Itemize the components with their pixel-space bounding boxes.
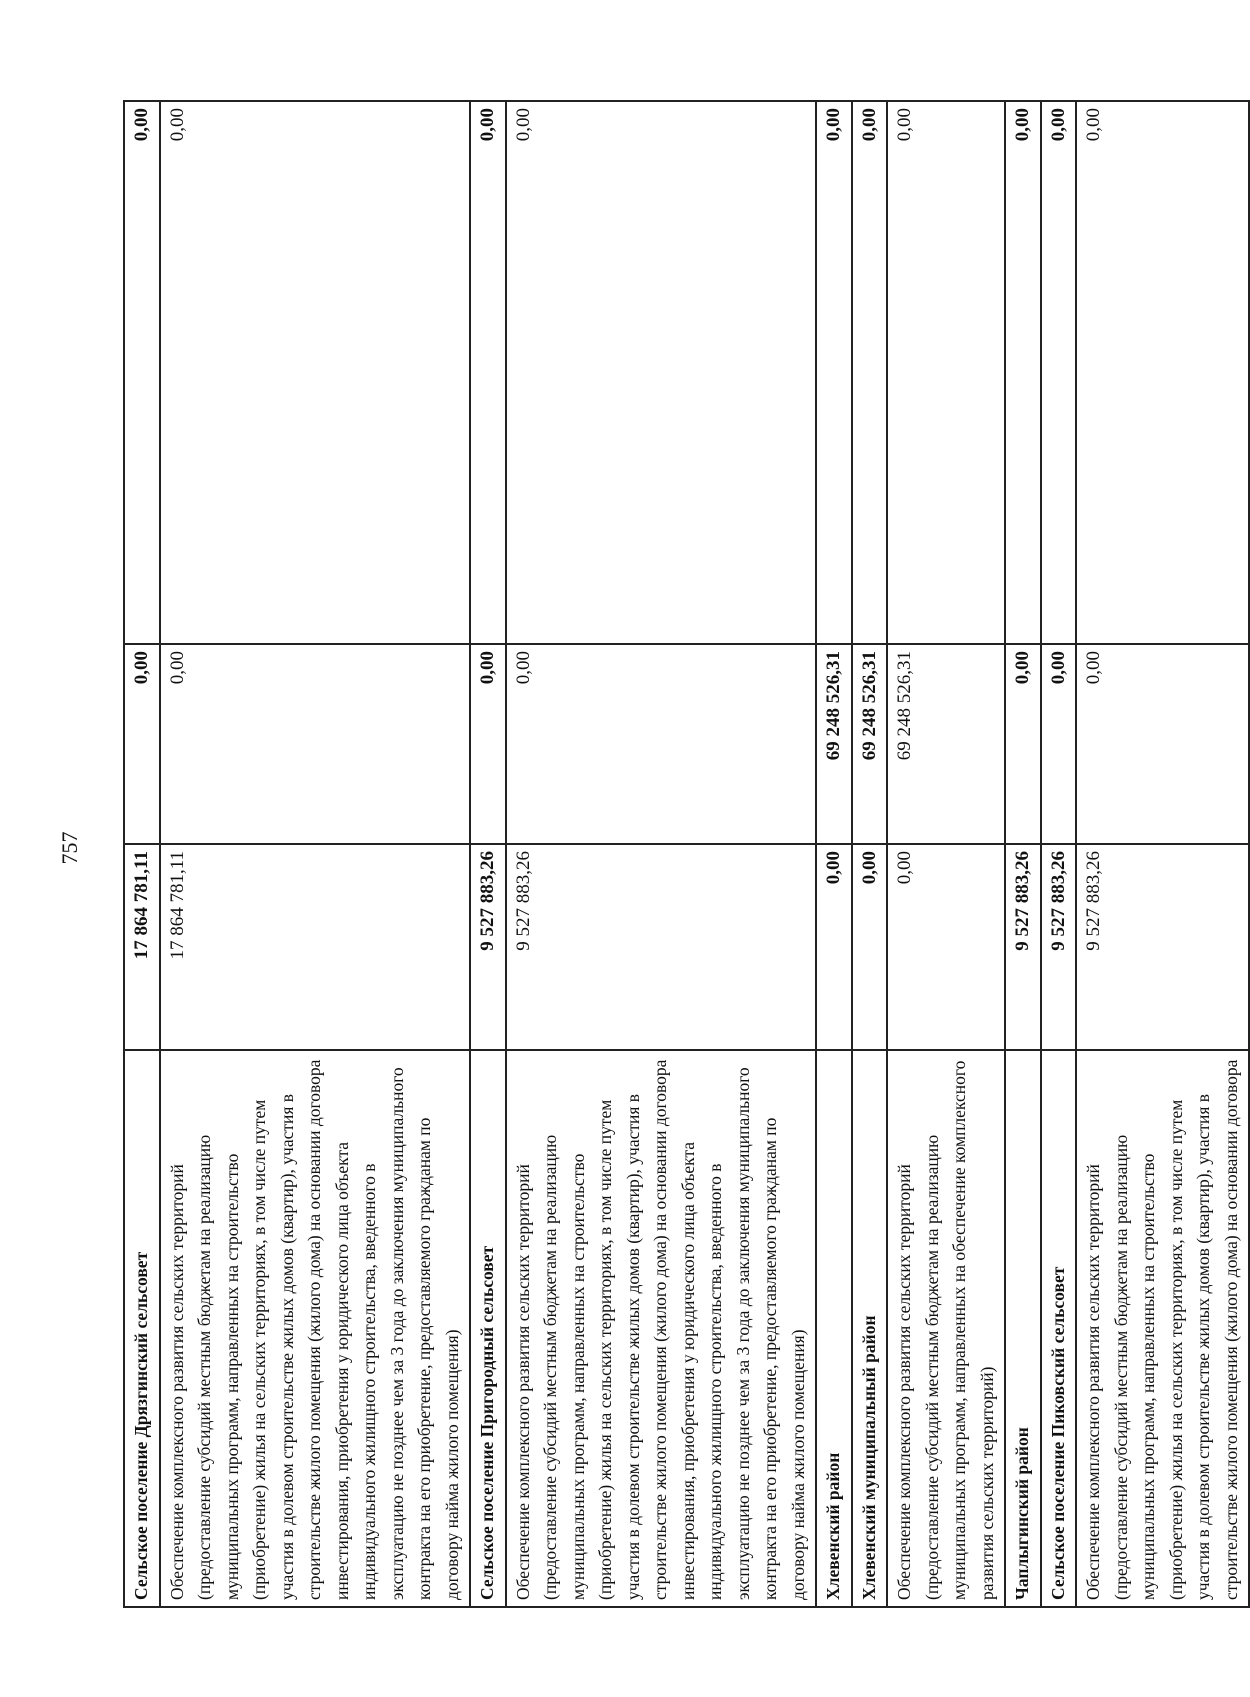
- name-cell: Обеспечение комплексного развития сельских территорий (предоставление субсидий местным бюджетам на реализацию муниципальных программ, направленных на строительство (приобретение) жилья на сельских территориях, в том числе путем участия в долевом строительстве жилых домов (квартир), участия в строительстве жилого помещения (жилого дома) на основании договора инвестирования, приобретения у юридического лица объекта индивидуального жилищного строительства, введенного в эксплуатацию не позднее чем за 3 года до заключения муниципального контракта на его приобретение, предоставляемого гражданам по договору найма жилого помещения): [506, 1050, 817, 1607]
- table-row: [506, 101, 817, 1607]
- value-cell-1: 0,00: [816, 844, 852, 1050]
- value-cell-1: 17 864 781,11: [160, 844, 471, 1050]
- rotated-table-container: [123, 102, 1241, 1608]
- value-cell-1: 9 527 883,26: [1041, 844, 1077, 1050]
- value-cell-2: 0,00: [124, 644, 160, 844]
- table-row: [160, 101, 471, 1607]
- name-cell: Сельское поселение Дрязгинский сельсовет: [124, 1050, 160, 1607]
- value-cell-1: 0,00: [852, 844, 888, 1050]
- value-cell-2: 0,00: [470, 644, 506, 844]
- value-cell-1: 9 527 883,26: [506, 844, 817, 1050]
- page-number: 757: [57, 831, 82, 865]
- name-cell: Обеспечение комплексного развития сельских территорий (предоставление субсидий местным бюджетам на реализацию муниципальных программ, направленных на строительство (приобретение) жилья на сельских территориях, в том числе путем участия в долевом строительстве жилых домов (квартир), участия в строительстве жилого помещения (жилого дома) на основании договора инвестирования, приобретения у юридического лица объекта индивидуального жилищного строительства, введенного в эксплуатацию не позднее чем за 3 года до заключения муниципального контракта на его приобретение, предоставляемого гражданам по договору найма жилого помещения): [160, 1050, 471, 1607]
- value-cell-3: 0,00: [160, 101, 471, 644]
- budget-table-body: [124, 101, 1249, 1607]
- table-group-row: [1005, 101, 1041, 1607]
- table-row: [887, 101, 1005, 1607]
- value-cell-3: 0,00: [124, 101, 160, 644]
- table-row: [1076, 101, 1249, 1607]
- value-cell-1: 9 527 883,26: [470, 844, 506, 1050]
- name-cell: Обеспечение комплексного развития сельских территорий (предоставление субсидий местным бюджетам на реализацию муниципальных программ, направленных на обеспечение комплексного развития сельских территорий): [887, 1050, 1005, 1607]
- value-cell-1: 0,00: [887, 844, 1005, 1050]
- table-group-row: [470, 101, 506, 1607]
- value-cell-3: 0,00: [1041, 101, 1077, 644]
- value-cell-2: 69 248 526,31: [852, 644, 888, 844]
- value-cell-3: 0,00: [887, 101, 1005, 644]
- name-cell: Обеспечение комплексного развития сельских территорий (предоставление субсидий местным бюджетам на реализацию муниципальных программ, направленных на строительство (приобретение) жилья на сельских территориях, в том числе путем участия в долевом строительстве жилых домов (квартир), участия в строительстве жилого помещения (жилого дома) на основании договора: [1076, 1050, 1249, 1607]
- value-cell-1: 9 527 883,26: [1005, 844, 1041, 1050]
- table-group-row: [816, 101, 852, 1607]
- value-cell-2: 0,00: [1041, 644, 1077, 844]
- value-cell-3: 0,00: [1076, 101, 1249, 644]
- budget-table: [123, 100, 1250, 1608]
- name-cell: Хлевенский район: [816, 1050, 852, 1607]
- value-cell-3: 0,00: [470, 101, 506, 644]
- name-cell: Сельское поселение Пиковский сельсовет: [1041, 1050, 1077, 1607]
- value-cell-1: 17 864 781,11: [124, 844, 160, 1050]
- value-cell-3: 0,00: [852, 101, 888, 644]
- table-group-row: [852, 101, 888, 1607]
- value-cell-3: 0,00: [506, 101, 817, 644]
- name-cell: Чаплыгинский район: [1005, 1050, 1041, 1607]
- value-cell-2: 0,00: [506, 644, 817, 844]
- value-cell-2: 0,00: [1076, 644, 1249, 844]
- value-cell-3: 0,00: [1005, 101, 1041, 644]
- value-cell-1: 9 527 883,26: [1076, 844, 1249, 1050]
- value-cell-2: 0,00: [1005, 644, 1041, 844]
- table-group-row: [124, 101, 160, 1607]
- table-group-row: [1041, 101, 1077, 1607]
- value-cell-3: 0,00: [816, 101, 852, 644]
- value-cell-2: 69 248 526,31: [887, 644, 1005, 844]
- value-cell-2: 69 248 526,31: [816, 644, 852, 844]
- name-cell: Хлевенский муниципальный район: [852, 1050, 888, 1607]
- value-cell-2: 0,00: [160, 644, 471, 844]
- name-cell: Сельское поселение Пригородный сельсовет: [470, 1050, 506, 1607]
